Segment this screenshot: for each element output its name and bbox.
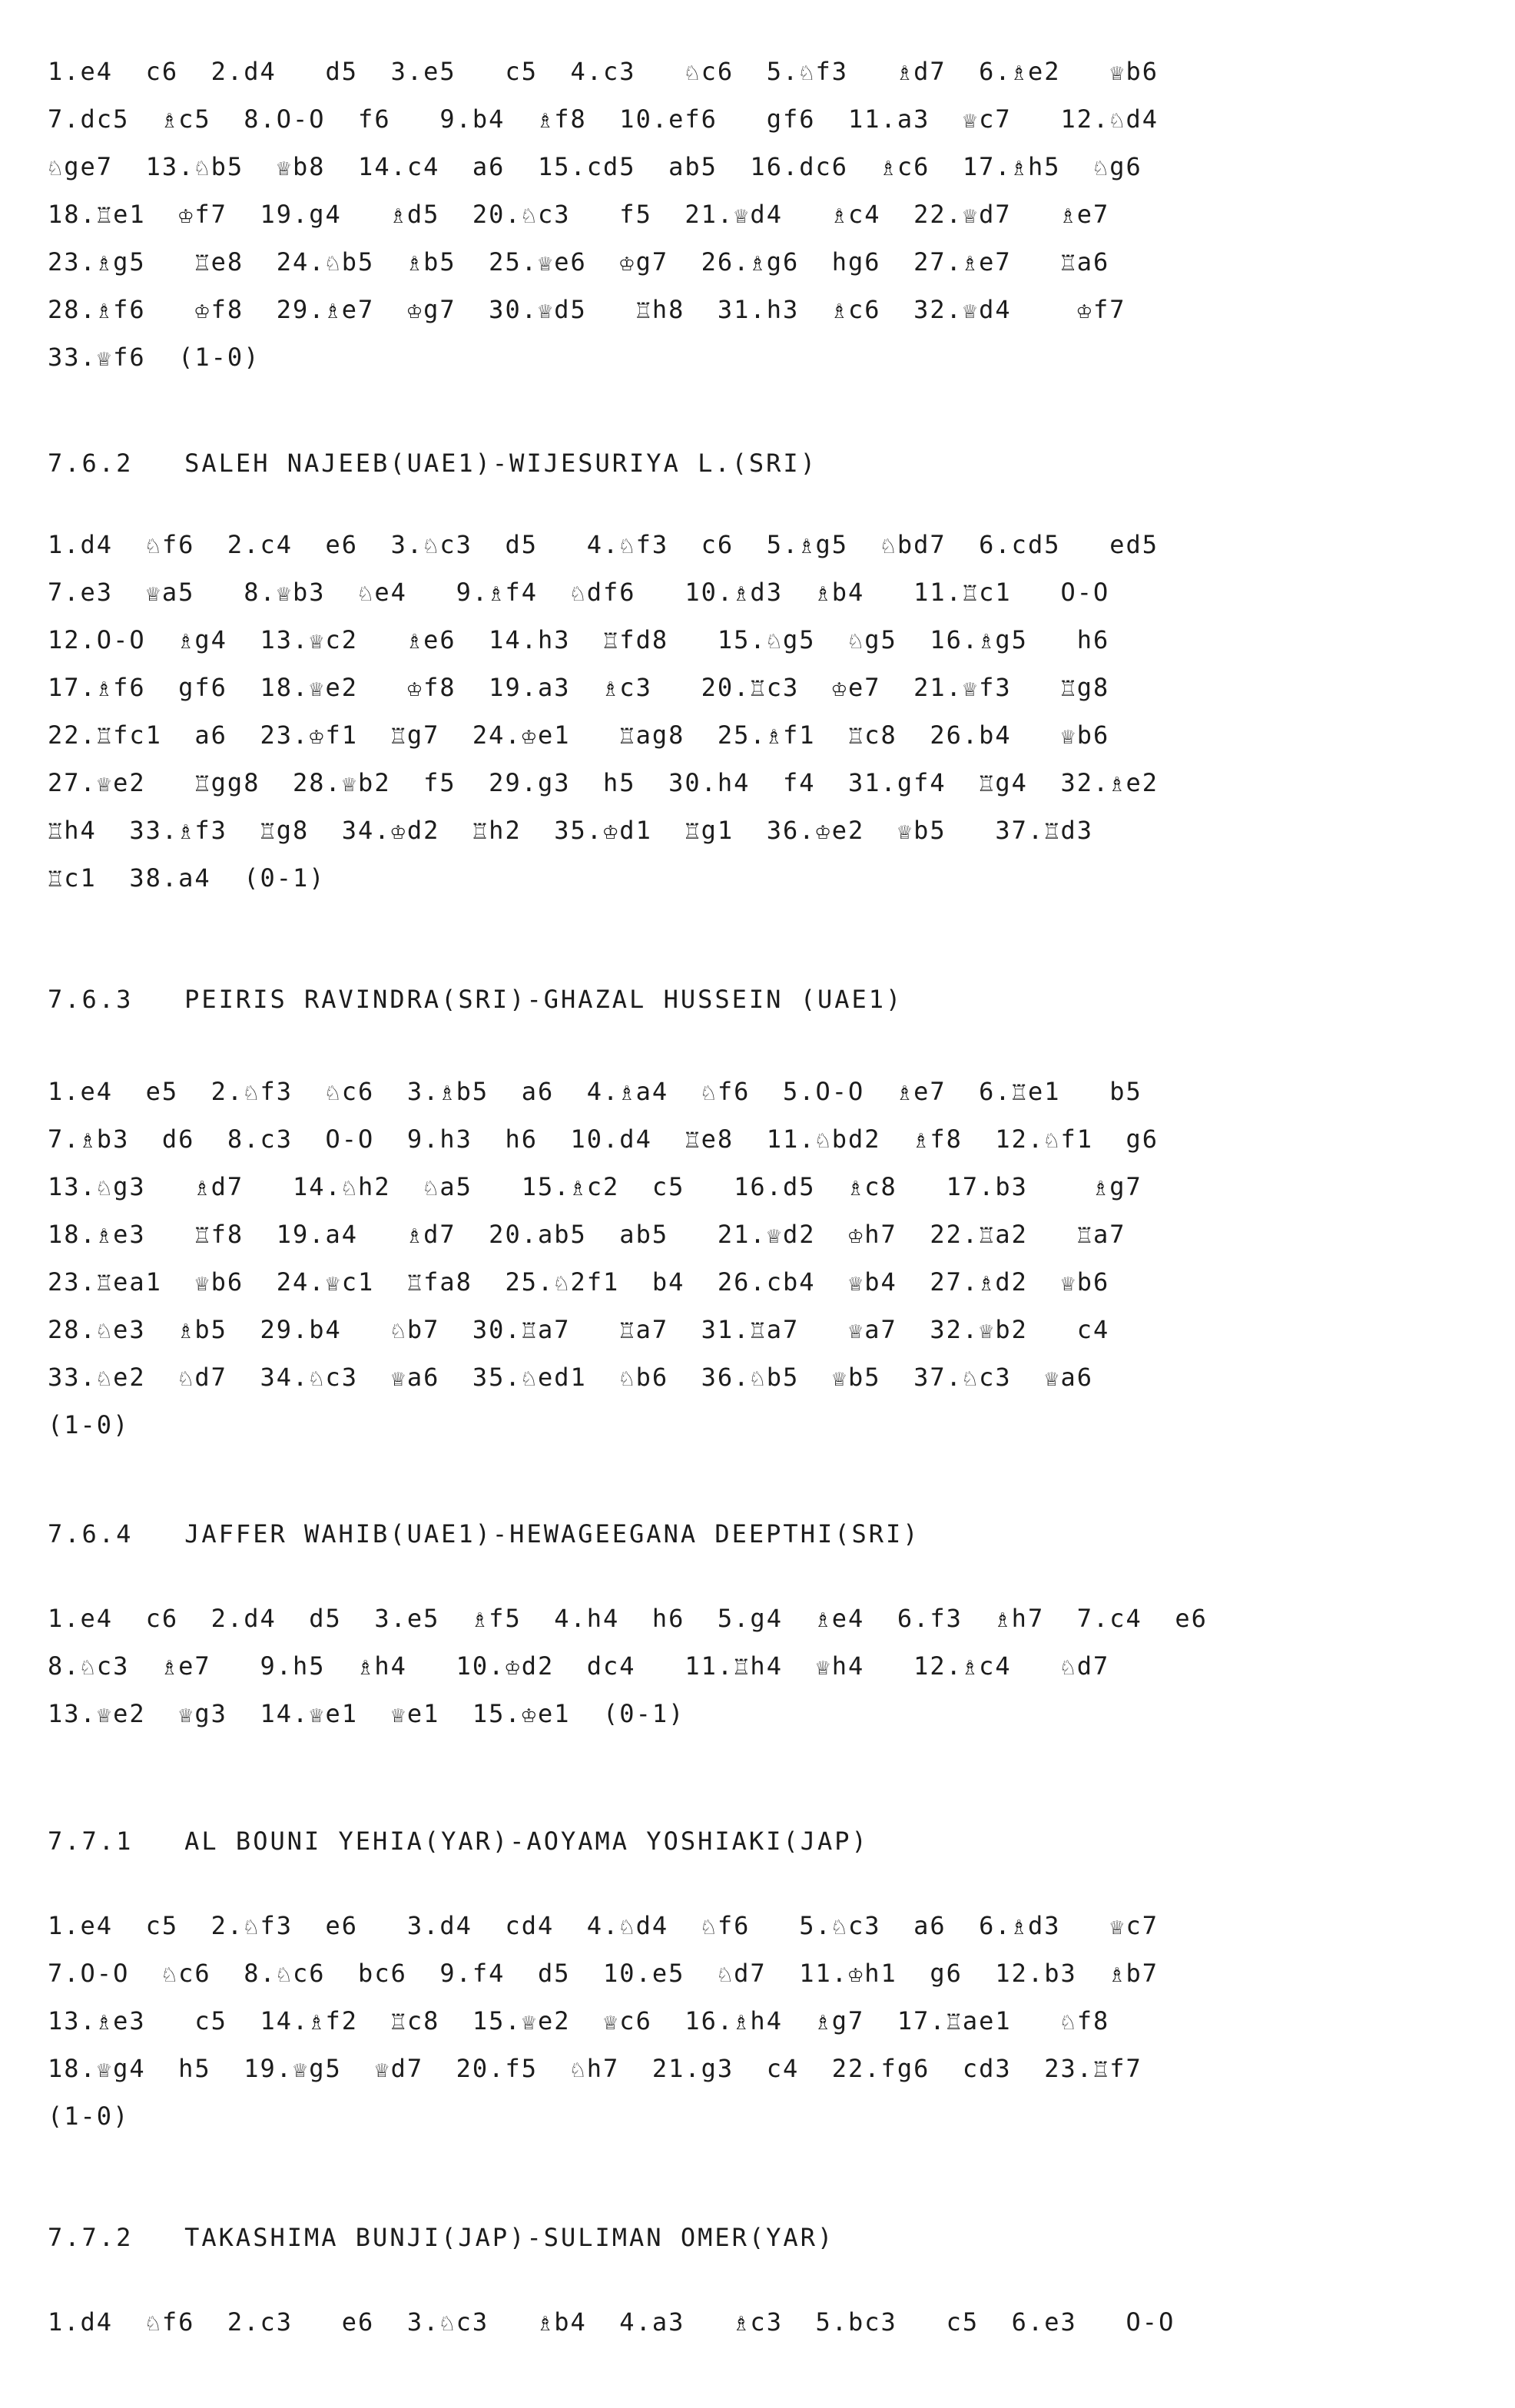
game-heading-7-6-2: 7.6.2 SALEH NAJEEB(UAE1)-WIJESURIYA L.(SRI) [48, 449, 817, 478]
move-line: 17.♗f6 gf6 18.♕e2 ♔f8 19.a3 ♗c3 20.♖c3 ♔e7 21.♕f3 ♖g8 [48, 673, 1110, 702]
move-line: 7.e3 ♕a5 8.♕b3 ♘e4 9.♗f4 ♘df6 10.♗d3 ♗b4 11.♖c1 O-O [48, 578, 1110, 607]
move-line: 1.d4 ♘f6 2.c3 e6 3.♘c3 ♗b4 4.a3 ♗c3 5.bc3 c5 6.e3 O-O [48, 2307, 1175, 2337]
move-line: 18.♖e1 ♔f7 19.g4 ♗d5 20.♘c3 f5 21.♕d4 ♗c4 22.♕d7 ♗e7 [48, 200, 1110, 229]
game-7-6-3-moves [48, 1068, 1446, 1449]
move-line: 1.e4 c5 2.♘f3 e6 3.d4 cd4 4.♘d4 ♘f6 5.♘c3 a6 6.♗d3 ♕c7 [48, 1911, 1159, 1940]
move-line: 13.♕e2 ♕g3 14.♕e1 ♕e1 15.♔e1 (0-1) [48, 1699, 685, 1728]
game-7-6-2-moves [48, 521, 1446, 902]
move-line: 18.♕g4 h5 19.♕g5 ♕d7 20.f5 ♘h7 21.g3 c4 22.fg6 cd3 23.♖f7 [48, 2054, 1142, 2083]
move-line: (1-0) [48, 1410, 130, 1439]
game-heading-7-6-4: 7.6.4 JAFFER WAHIB(UAE1)-HEWAGEEGANA DEEPTHI(SRI) [48, 1519, 920, 1548]
move-line: ♖c1 38.a4 (0-1) [48, 863, 326, 893]
move-line: 23.♗g5 ♖e8 24.♘b5 ♗b5 25.♕e6 ♔g7 26.♗g6 hg6 27.♗e7 ♖a6 [48, 247, 1110, 277]
move-line: 1.d4 ♘f6 2.c4 e6 3.♘c3 d5 4.♘f3 c6 5.♗g5 ♘bd7 6.cd5 ed5 [48, 530, 1159, 559]
move-line: 1.e4 c6 2.d4 d5 3.e5 c5 4.c3 ♘c6 5.♘f3 ♗d7 6.♗e2 ♕b6 [48, 57, 1159, 86]
game-7-7-2-moves [48, 2298, 1446, 2346]
move-line: 33.♘e2 ♘d7 34.♘c3 ♕a6 35.♘ed1 ♘b6 36.♘b5 ♕b5 37.♘c3 ♕a6 [48, 1363, 1093, 1392]
move-line: 18.♗e3 ♖f8 19.a4 ♗d7 20.ab5 ab5 21.♕d2 ♔h7 22.♖a2 ♖a7 [48, 1220, 1126, 1249]
move-line: 12.O-O ♗g4 13.♕c2 ♗e6 14.h3 ♖fd8 15.♘g5 ♘g5 16.♗g5 h6 [48, 625, 1110, 654]
game-7-6-4-moves [48, 1595, 1446, 1737]
game-7-7-1-moves [48, 1902, 1446, 2140]
move-line: 13.♘g3 ♗d7 14.♘h2 ♘a5 15.♗c2 c5 16.d5 ♗c8 17.b3 ♗g7 [48, 1172, 1142, 1201]
move-line: 28.♗f6 ♔f8 29.♗e7 ♔g7 30.♕d5 ♖h8 31.h3 ♗c6 32.♕d4 ♔f7 [48, 295, 1126, 324]
game-heading-7-7-2: 7.7.2 TAKASHIMA BUNJI(JAP)-SULIMAN OMER(YAR) [48, 2223, 835, 2252]
game-7-6-1-moves [48, 48, 1446, 381]
move-line: (1-0) [48, 2102, 130, 2131]
move-line: 33.♕f6 (1-0) [48, 343, 260, 372]
move-line: 1.e4 c6 2.d4 d5 3.e5 ♗f5 4.h4 h6 5.g4 ♗e4 6.f3 ♗h7 7.c4 e6 [48, 1604, 1208, 1633]
move-line: 23.♖ea1 ♕b6 24.♕c1 ♖fa8 25.♘2f1 b4 26.cb4 ♕b4 27.♗d2 ♕b6 [48, 1267, 1110, 1297]
game-heading-7-7-1: 7.7.1 AL BOUNI YEHIA(YAR)-AOYAMA YOSHIAKI(JAP) [48, 1827, 869, 1856]
move-line: 7.dc5 ♗c5 8.O-O f6 9.b4 ♗f8 10.ef6 gf6 11.a3 ♕c7 12.♘d4 [48, 104, 1159, 134]
move-line: ♖h4 33.♗f3 ♖g8 34.♔d2 ♖h2 35.♔d1 ♖g1 36.♔e2 ♕b5 37.♖d3 [48, 816, 1093, 845]
game-heading-7-6-3: 7.6.3 PEIRIS RAVINDRA(SRI)-GHAZAL HUSSEIN (UAE1) [48, 985, 903, 1014]
move-line: 28.♘e3 ♗b5 29.b4 ♘b7 30.♖a7 ♖a7 31.♖a7 ♕a7 32.♕b2 c4 [48, 1315, 1110, 1344]
move-line: ♘ge7 13.♘b5 ♕b8 14.c4 a6 15.cd5 ab5 16.dc6 ♗c6 17.♗h5 ♘g6 [48, 152, 1142, 181]
move-line: 22.♖fc1 a6 23.♔f1 ♖g7 24.♔e1 ♖ag8 25.♗f1 ♖c8 26.b4 ♕b6 [48, 720, 1110, 750]
move-line: 27.♕e2 ♖gg8 28.♕b2 f5 29.g3 h5 30.h4 f4 31.gf4 ♖g4 32.♗e2 [48, 768, 1159, 797]
move-line: 1.e4 e5 2.♘f3 ♘c6 3.♗b5 a6 4.♗a4 ♘f6 5.O-O ♗e7 6.♖e1 b5 [48, 1077, 1142, 1106]
move-line: 8.♘c3 ♗e7 9.h5 ♗h4 10.♔d2 dc4 11.♖h4 ♕h4 12.♗c4 ♘d7 [48, 1651, 1110, 1681]
move-line: 7.♗b3 d6 8.c3 O-O 9.h3 h6 10.d4 ♖e8 11.♘bd2 ♗f8 12.♘f1 g6 [48, 1125, 1159, 1154]
move-line: 13.♗e3 c5 14.♗f2 ♖c8 15.♕e2 ♕c6 16.♗h4 ♗g7 17.♖ae1 ♘f8 [48, 2006, 1110, 2035]
move-line: 7.O-O ♘c6 8.♘c6 bc6 9.f4 d5 10.e5 ♘d7 11.♔h1 g6 12.b3 ♗b7 [48, 1959, 1159, 1988]
